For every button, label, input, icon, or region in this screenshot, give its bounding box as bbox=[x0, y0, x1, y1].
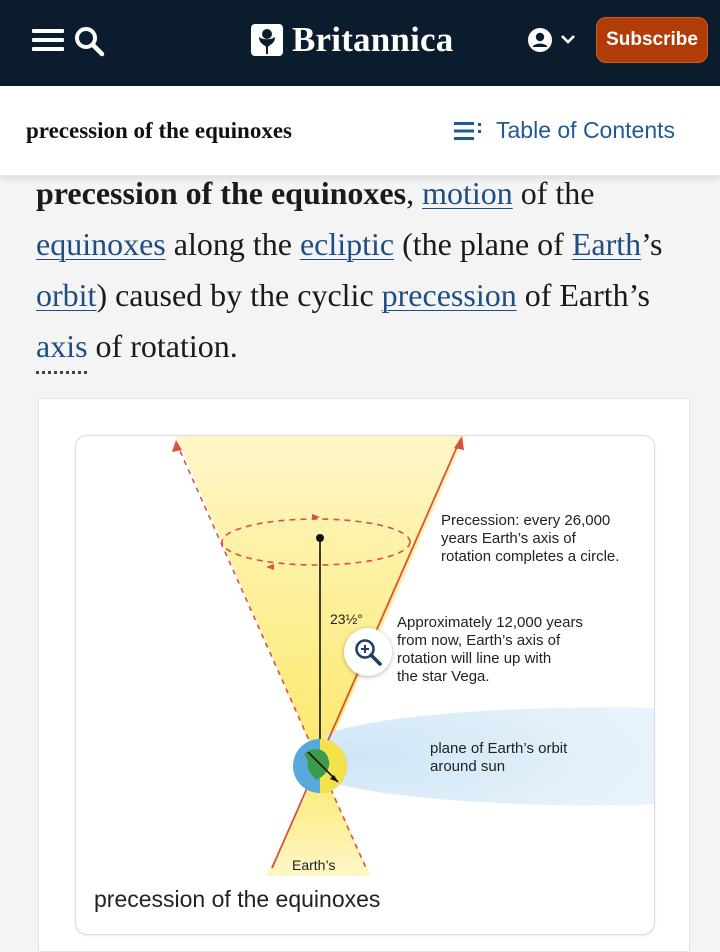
article-title-bar bbox=[0, 86, 720, 176]
label-line: from now, Earth’s axis of bbox=[397, 632, 561, 649]
text-segment: of rotation. bbox=[87, 328, 238, 364]
text-segment: , bbox=[406, 175, 423, 211]
subscribe-button[interactable]: Subscribe bbox=[596, 17, 708, 63]
bottom-label: Earth’s bbox=[292, 857, 336, 873]
chevron-down-icon[interactable] bbox=[560, 33, 576, 45]
user-icon[interactable] bbox=[526, 26, 554, 54]
link-precession[interactable]: precession bbox=[381, 277, 517, 313]
text-segment: along the bbox=[165, 226, 300, 262]
text-segment: of Earth’s bbox=[516, 277, 650, 313]
vega-label bbox=[397, 614, 583, 686]
label-line: Precession: every 26,000 bbox=[441, 512, 611, 529]
britannica-thistle-logo bbox=[250, 23, 284, 57]
label-line: rotation completes a circle. bbox=[441, 548, 620, 565]
link-equinoxes[interactable]: equinoxes bbox=[36, 226, 166, 262]
article-intro-paragraph bbox=[36, 168, 686, 372]
link-axis[interactable]: axis bbox=[36, 328, 88, 364]
figure-caption: precession of the equinoxes bbox=[94, 886, 381, 912]
list-icon bbox=[454, 120, 484, 142]
orbit-label bbox=[430, 740, 567, 776]
label-line: around sun bbox=[430, 758, 506, 775]
link-ecliptic[interactable]: ecliptic bbox=[299, 226, 395, 262]
table-of-contents-button[interactable] bbox=[454, 117, 675, 144]
text-segment: ’s bbox=[641, 226, 663, 262]
page-title: precession of the equinoxes bbox=[26, 118, 292, 143]
text-segment: ) caused by the cyclic bbox=[96, 277, 382, 313]
label-line: the star Vega. bbox=[397, 668, 490, 685]
label-line: plane of Earth’s orbit bbox=[430, 740, 568, 757]
precession-label bbox=[441, 512, 619, 566]
text-segment: (the plane of bbox=[394, 226, 572, 262]
zoom-in-button[interactable] bbox=[344, 628, 392, 676]
figure-card bbox=[38, 398, 690, 952]
earth-globe bbox=[293, 739, 347, 793]
figure-frame[interactable] bbox=[75, 435, 655, 935]
text-segment: of the bbox=[512, 175, 595, 211]
link-earth[interactable]: Earth bbox=[571, 226, 642, 262]
angle-label: 23½° bbox=[330, 611, 363, 627]
brand-logo-link[interactable] bbox=[250, 18, 453, 62]
search-icon[interactable] bbox=[72, 24, 106, 58]
link-motion[interactable]: motion bbox=[422, 175, 513, 211]
top-navigation-bar bbox=[0, 0, 720, 86]
label-line: years Earth’s axis of bbox=[441, 530, 576, 547]
article-term: precession of the equinoxes bbox=[36, 175, 407, 211]
toc-label: Table of Contents bbox=[496, 117, 676, 143]
brand-name: Britannica bbox=[292, 20, 454, 59]
label-line: rotation will line up with bbox=[397, 650, 552, 667]
menu-icon[interactable] bbox=[32, 29, 64, 53]
zoom-in-icon bbox=[353, 637, 383, 667]
link-orbit[interactable]: orbit bbox=[36, 277, 97, 313]
label-line: Approximately 12,000 years bbox=[397, 614, 583, 631]
